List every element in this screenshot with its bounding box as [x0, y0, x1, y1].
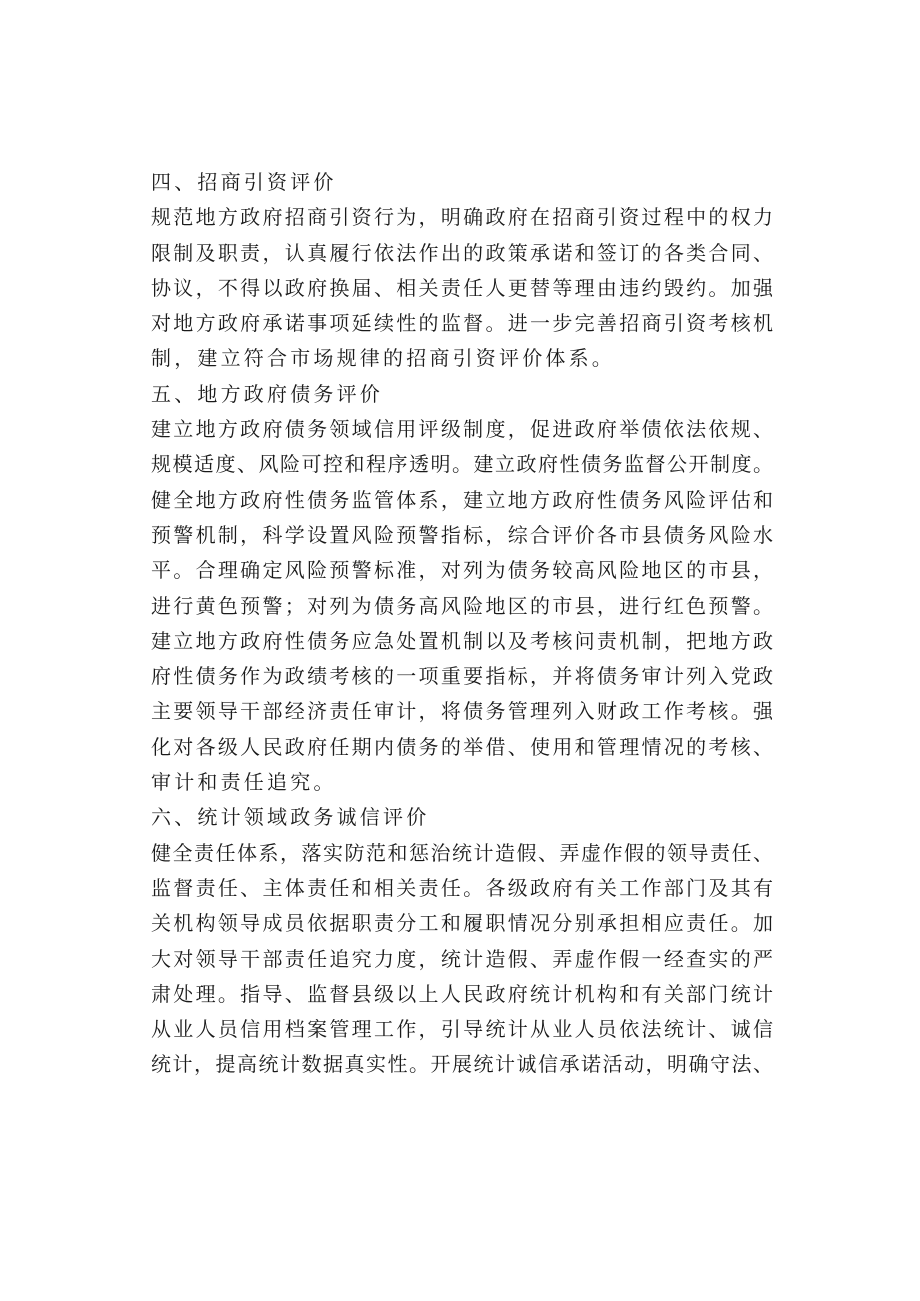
text-line: 健全地方政府性债务监管体系，建立地方政府性债务风险评估和: [151, 487, 773, 512]
text-line: 对地方政府承诺事项延续性的监督。进一步完善招商引资考核机: [151, 311, 773, 336]
text-line: 规范地方政府招商引资行为，明确政府在招商引资过程中的权力: [151, 205, 773, 230]
text-line: 肃处理。指导、监督县级以上人民政府统计机构和有关部门统计: [151, 981, 773, 1006]
document-body: [151, 165, 773, 1083]
text-line: 制，建立符合市场规律的招商引资评价体系。: [151, 346, 615, 371]
text-line: 从业人员信用档案管理工作，引导统计从业人员依法统计、诚信: [151, 1017, 773, 1042]
text-line: 统计，提高统计数据真实性。开展统计诚信承诺活动，明确守法、: [151, 1052, 773, 1077]
text-line: 协议，不得以政府换届、相关责任人更替等理由违约毁约。加强: [151, 275, 773, 300]
text-line: 预警机制，科学设置风险预警指标，综合评价各市县债务风险水: [151, 522, 773, 547]
text-line: 进行黄色预警；对列为债务高风险地区的市县，进行红色预警。: [151, 593, 773, 618]
text-line: 建立地方政府性债务应急处置机制以及考核问责机制，把地方政: [151, 628, 773, 653]
text-line: 府性债务作为政绩考核的一项重要指标，并将债务审计列入党政: [151, 664, 773, 689]
text-line: 化对各级人民政府任期内债务的举借、使用和管理情况的考核、: [151, 734, 773, 759]
section-paragraph-6: [151, 836, 773, 1083]
section-paragraph-5: [151, 412, 773, 800]
text-line: 建立地方政府债务领域信用评级制度，促进政府举债依法依规、: [151, 417, 773, 442]
text-line: 限制及职责，认真履行依法作出的政策承诺和签订的各类合同、: [151, 240, 773, 265]
text-line: 审计和责任追究。: [151, 770, 337, 795]
text-line: 健全责任体系，落实防范和惩治统计造假、弄虚作假的领导责任、: [151, 840, 773, 865]
section-heading-4: 四、招商引资评价: [151, 170, 337, 194]
section-heading-5: 五、地方政府债务评价: [151, 381, 383, 406]
section-paragraph-4: [151, 200, 773, 376]
text-line: 关机构领导成员依据职责分工和履职情况分别承担相应责任。加: [151, 911, 773, 936]
text-line: 监督责任、主体责任和相关责任。各级政府有关工作部门及其有: [151, 875, 773, 900]
text-line: 规模适度、风险可控和程序透明。建立政府性债务监督公开制度。: [151, 452, 773, 477]
text-line: 主要领导干部经济责任审计，将债务管理列入财政工作考核。强: [151, 699, 773, 724]
text-line: 平。合理确定风险预警标准，对列为债务较高风险地区的市县，: [151, 558, 773, 583]
section-heading-6: 六、统计领域政务诚信评价: [151, 805, 430, 830]
text-line: 大对领导干部责任追究力度，统计造假、弄虚作假一经查实的严: [151, 946, 773, 971]
